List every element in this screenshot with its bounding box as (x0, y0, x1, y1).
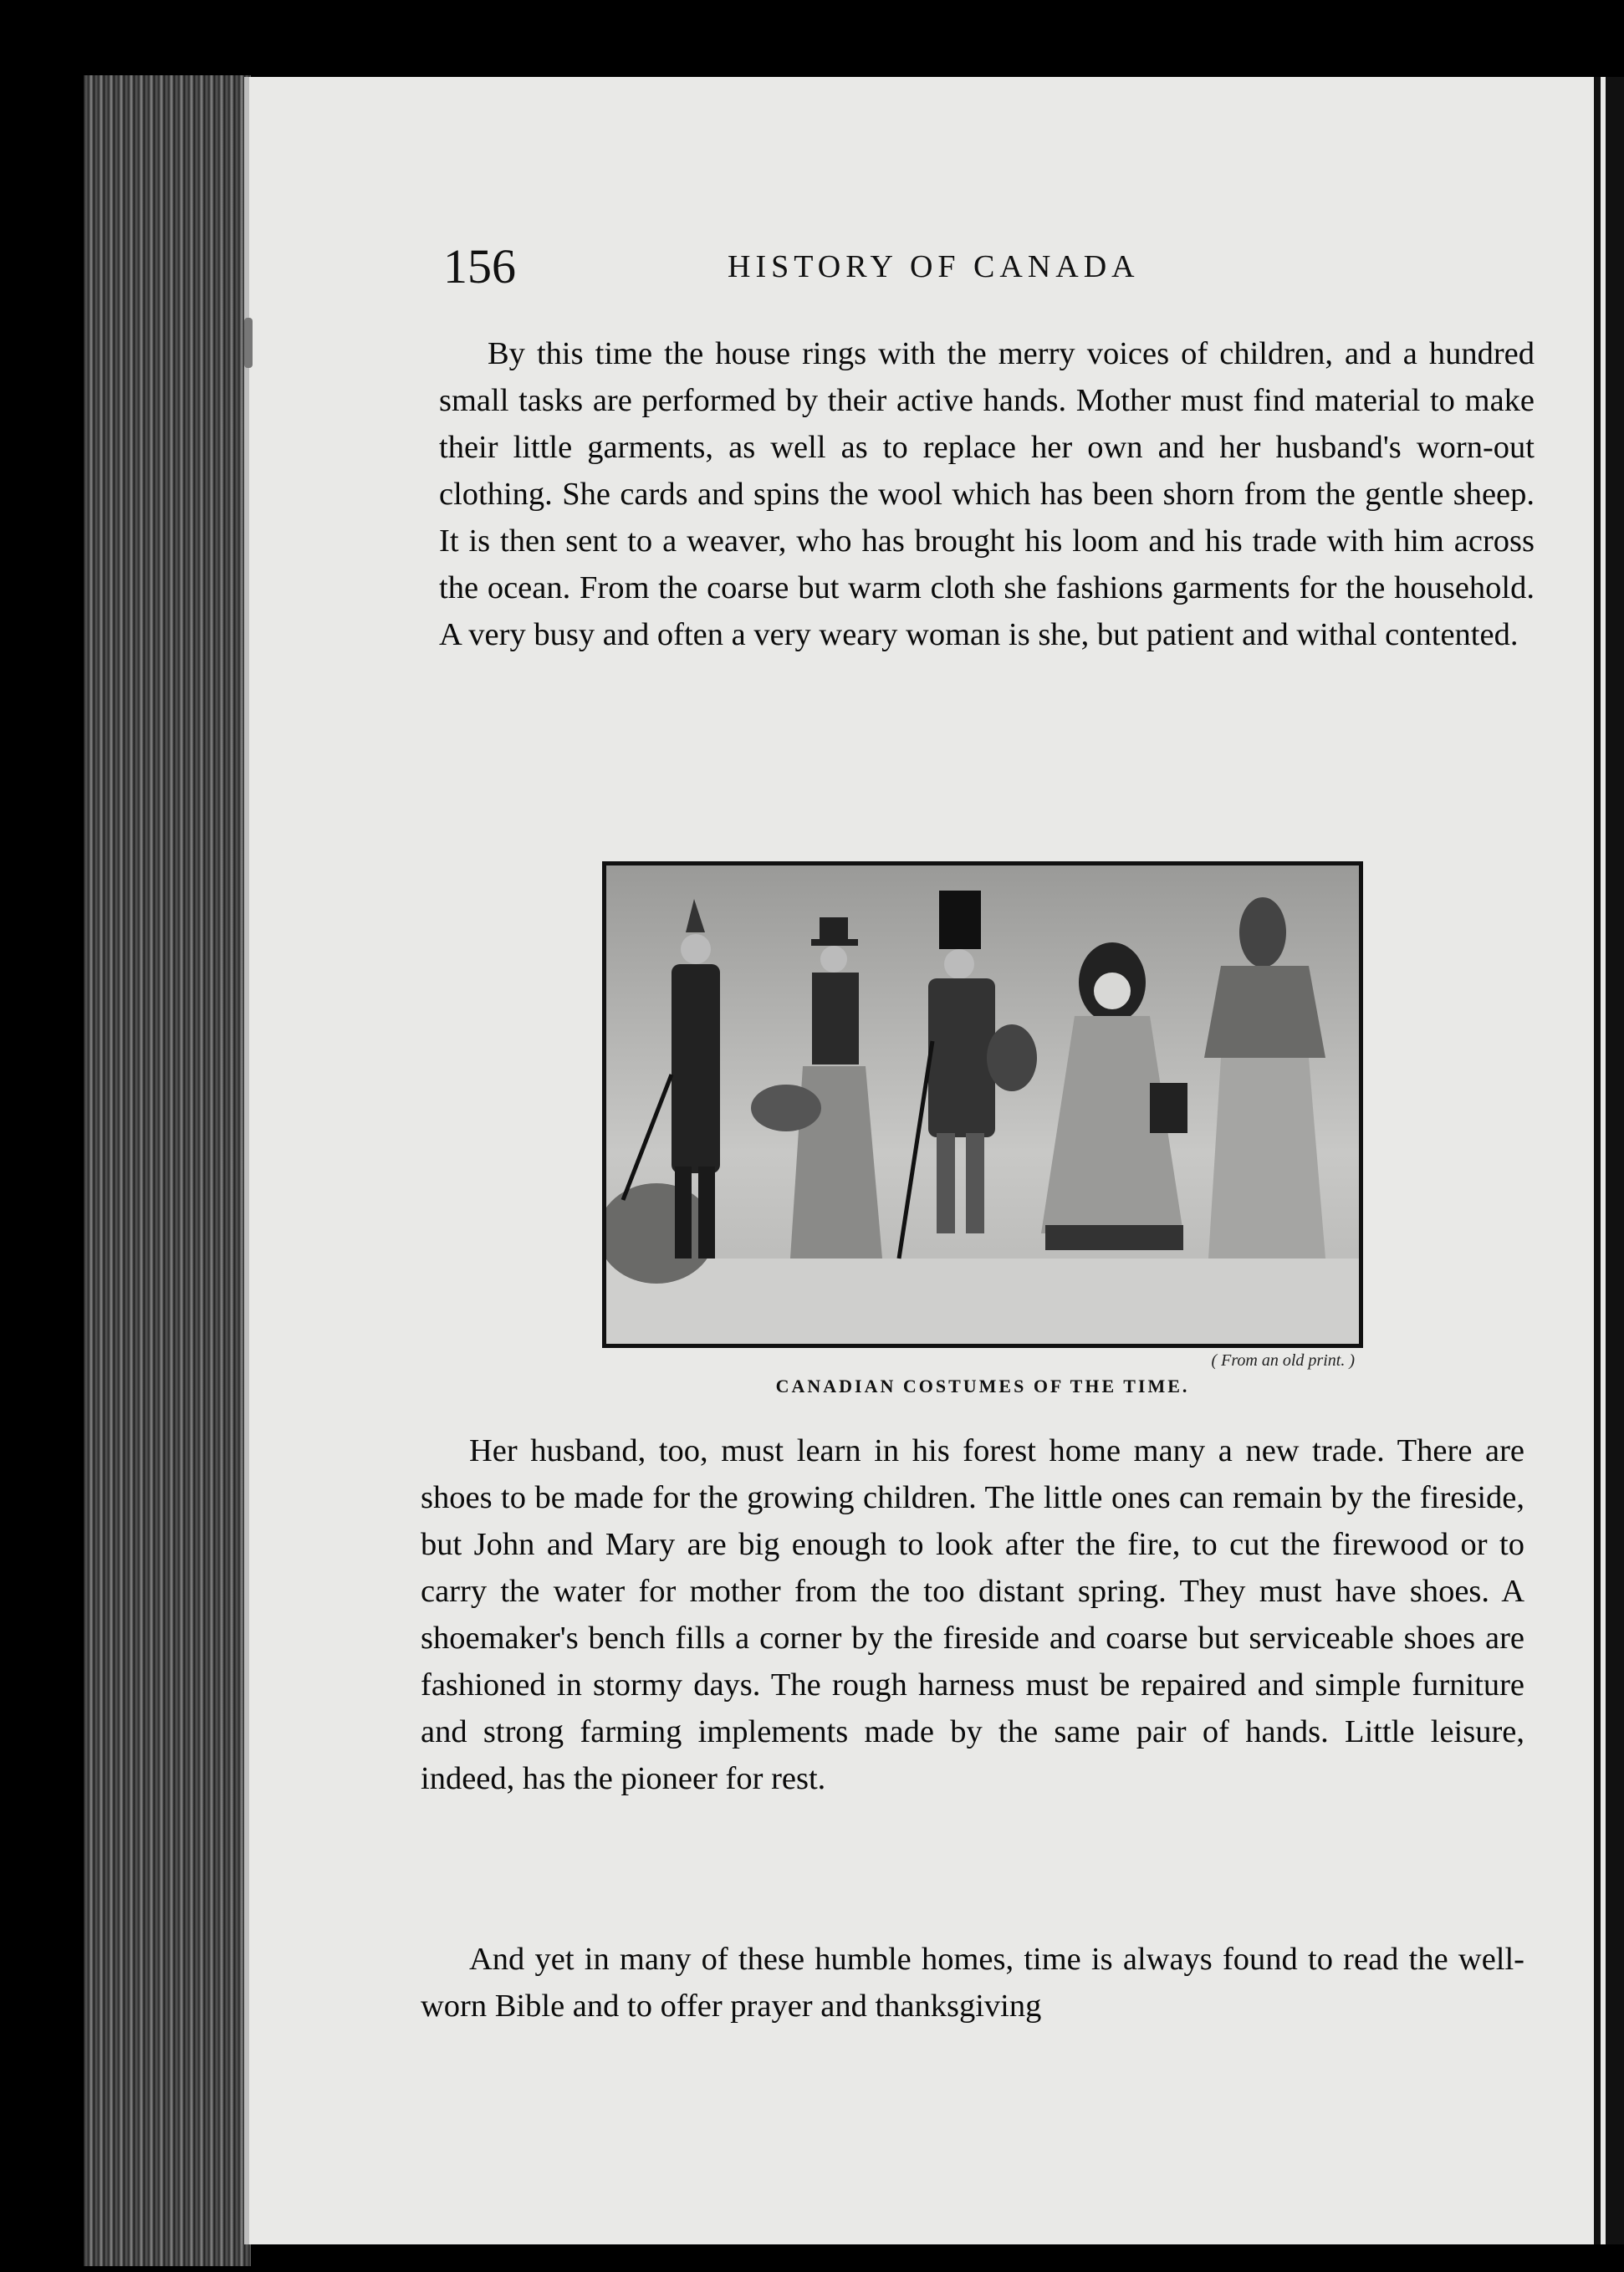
illustration-caption: CANADIAN COSTUMES OF THE TIME. (775, 1376, 1190, 1396)
page-header (443, 238, 1539, 297)
illustration-credit: ( From an old print. ) (1211, 1351, 1355, 1370)
illustration-drawing (606, 865, 1359, 1344)
next-page-edge (1594, 77, 1624, 2244)
page-number: 156 (443, 239, 516, 294)
paragraph-3: And yet in many of these humble homes, time is always found to read the well-worn Bible and to offer prayer and thanksgiving (421, 1942, 1524, 2024)
costume-illustration (602, 861, 1363, 1348)
paragraph-2-block (421, 1427, 1524, 1802)
paragraph-2: Her husband, too, must learn in his forest home many a new trade. There are shoes to be made for the growing children. The little ones can remain by the fireside, but John and Mary are big enough to look after the fire, to cut the firewood or to carry the water for mother from the too distant spring. They must have shoes. A shoemaker's bench fills a corner by the fireside and coarse but serviceable shoes are fashioned in stormy days. The rough harness must be repaired and simple furniture and strong farming implements made by the same pair of hands. Little leisure, indeed, has the pioneer for rest. (421, 1433, 1524, 1796)
paragraph-3-block (421, 1936, 1524, 2029)
paragraph-1: By this time the house rings with the merry voices of children, and a hundred small tasks are performed by their active hands. Mother must find material to make their little garments, as well as to replace her own and her husband's worn-out clothing. She cards and spins the wool which has been shorn from the gentle sheep. It is then sent to a weaver, who has brought his loom and his trade with him across the ocean. From the coarse but warm cloth she fashions garments for the household. A very busy and often a very weary woman is she, but patient and withal contented. (439, 336, 1535, 652)
page-tab-mark (244, 318, 253, 368)
book-page-edges (84, 75, 251, 2266)
running-title: HISTORY OF CANADA (728, 249, 1140, 284)
paragraph-1-block (439, 330, 1535, 658)
